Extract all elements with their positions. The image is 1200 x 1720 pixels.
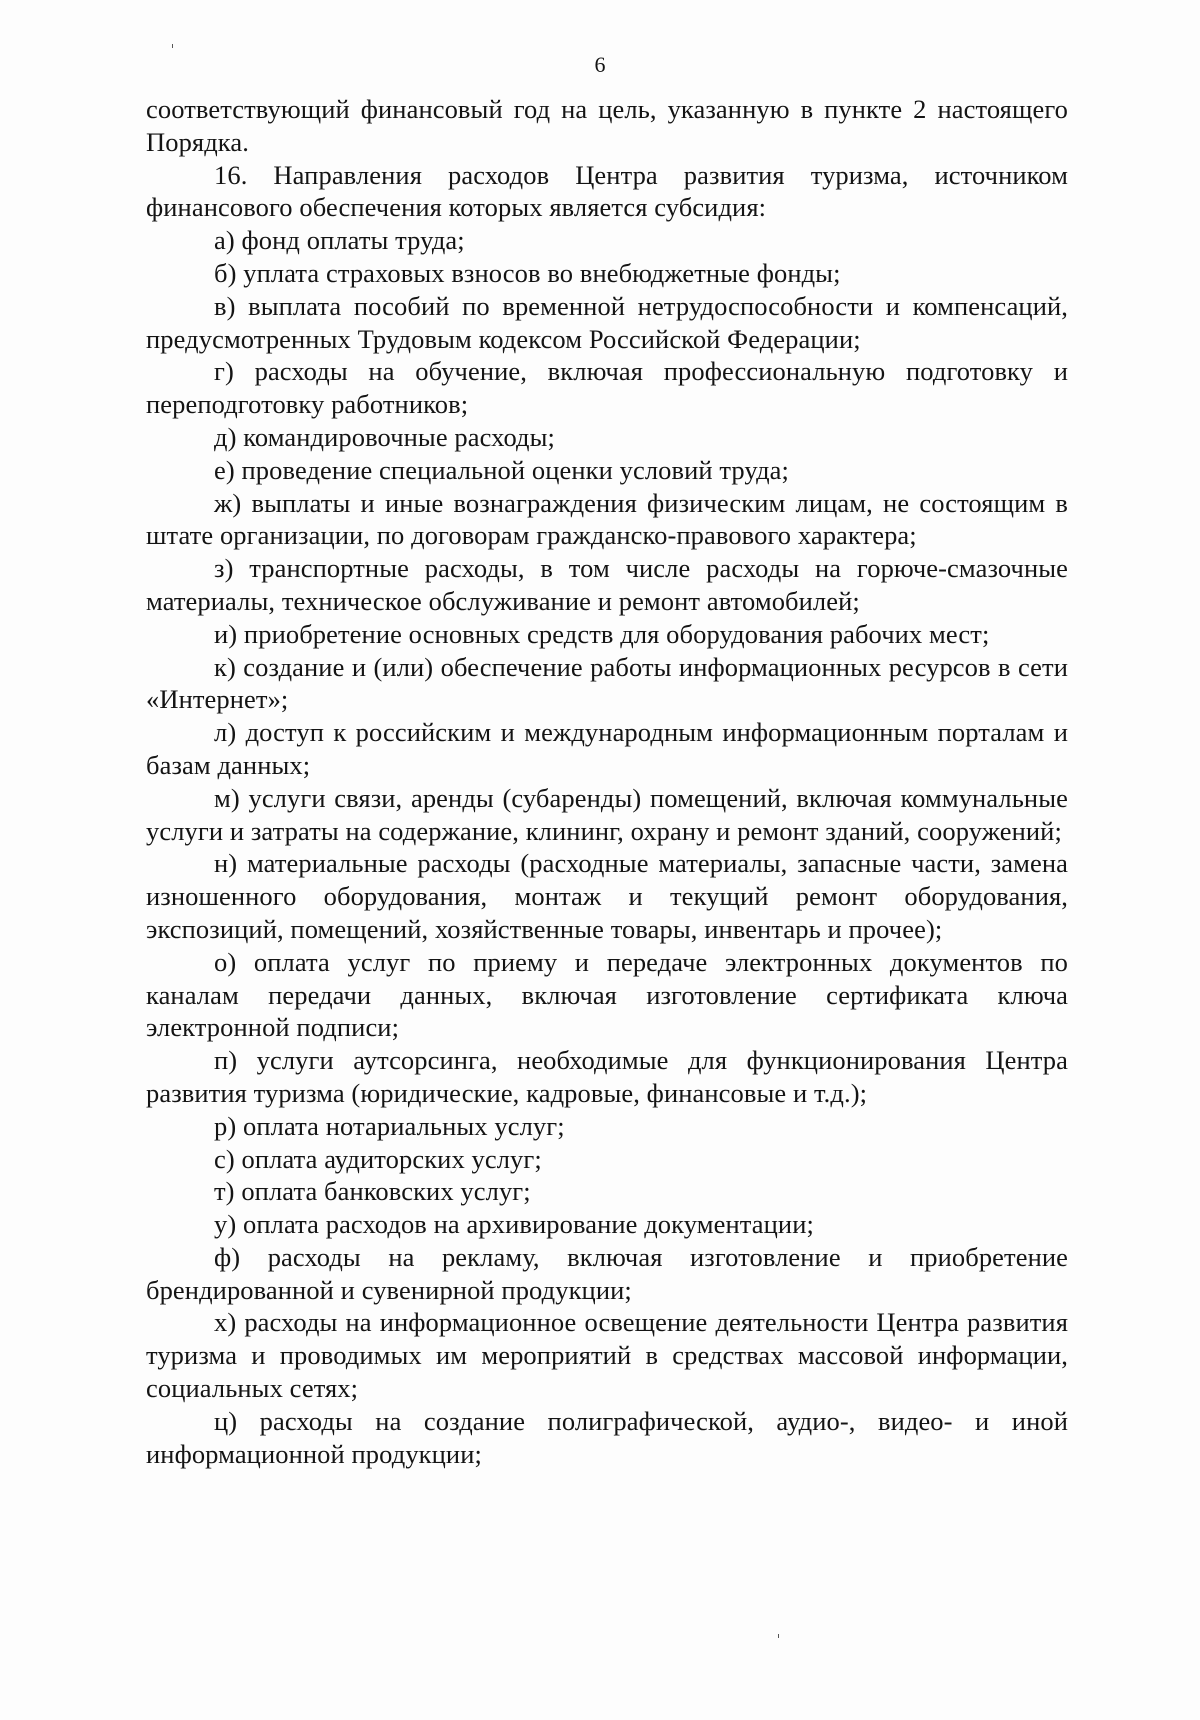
list-item-b: б) уплата страховых взносов во внебюджетные фонды; [214,257,841,288]
list-item-d: д) командировочные расходы; [214,421,556,452]
list-item-s: с) оплата аудиторских услуг; [214,1143,542,1174]
list-item-a: а) фонд оплаты труда; [214,225,465,256]
scan-mark [778,1634,779,1638]
list-item-n: н) материальные расходы (расходные материалы, запасные части, замена изношенного оборудования, монтаж и текущий ремонт оборудования, экспозиций, помещений, хозяйственные товары, инвентарь и прочее); [146,848,1068,944]
list-item-o: о) оплата услуг по приему и передаче электронных документов по каналам передачи данных, включая изготовление сертификата ключа электронной подписи; [146,946,1068,1043]
scan-mark [172,44,173,48]
list-item-p: п) услуги аутсорсинга, необходимые для функционирования Центра развития туризма (юридические, кадровые, финансовые и т.д.); [146,1045,1068,1108]
list-item-f: ф) расходы на рекламу, включая изготовление и приобретение брендированной и сувенирной продукции; [146,1241,1068,1305]
page-number: 6 [594,52,606,77]
list-item-kh: х) расходы на информационное освещение деятельности Центра развития туризма и проводимых им мероприятий в средствах массовой информации, социальных сетях; [146,1307,1068,1404]
list-item-ts: ц) расходы на создание полиграфической, аудио-, видео- и иной информационной продукции; [146,1405,1068,1469]
list-item-r: р) оплата нотариальных услуг; [214,1110,565,1141]
list-item-g: г) расходы на обучение, включая профессиональную подготовку и переподготовку работников; [146,356,1068,420]
paragraph-item-16: 16. Направления расходов Центра развития туризма, источником финансового обеспечения которых является субсидия: [146,159,1068,223]
list-item-i: и) приобретение основных средств для оборудования рабочих мест; [214,618,990,649]
list-item-u: у) оплата расходов на архивирование документации; [214,1209,814,1240]
list-item-zh: ж) выплаты и иные вознаграждения физическим лицам, не состоящим в штате организации, по договорам гражданско-правового характера; [146,487,1068,551]
list-item-l: л) доступ к российским и международным информационным порталам и базам данных; [146,717,1068,780]
document-body [146,93,1068,1470]
list-item-v: в) выплата пособий по временной нетрудоспособности и компенсаций, предусмотренных Трудовым кодексом Российской Федерации; [146,290,1068,354]
list-item-e: е) проведение специальной оценки условий труда; [214,454,790,485]
list-item-t: т) оплата банковских услуг; [214,1176,531,1207]
list-item-m: м) услуги связи, аренды (субаренды) помещений, включая коммунальные услуги и затраты на содержание, клининг, охрану и ремонт зданий, сооружений; [146,782,1068,846]
list-item-z: з) транспортные расходы, в том числе расходы на горюче-смазочные материалы, техническое обслуживание и ремонт автомобилей; [146,553,1068,616]
paragraph-continuation: соответствующий финансовый год на цель, указанную в пункте 2 настоящего Порядка. [146,94,1068,157]
list-item-k: к) создание и (или) обеспечение работы информационных ресурсов в сети «Интернет»; [146,651,1068,715]
